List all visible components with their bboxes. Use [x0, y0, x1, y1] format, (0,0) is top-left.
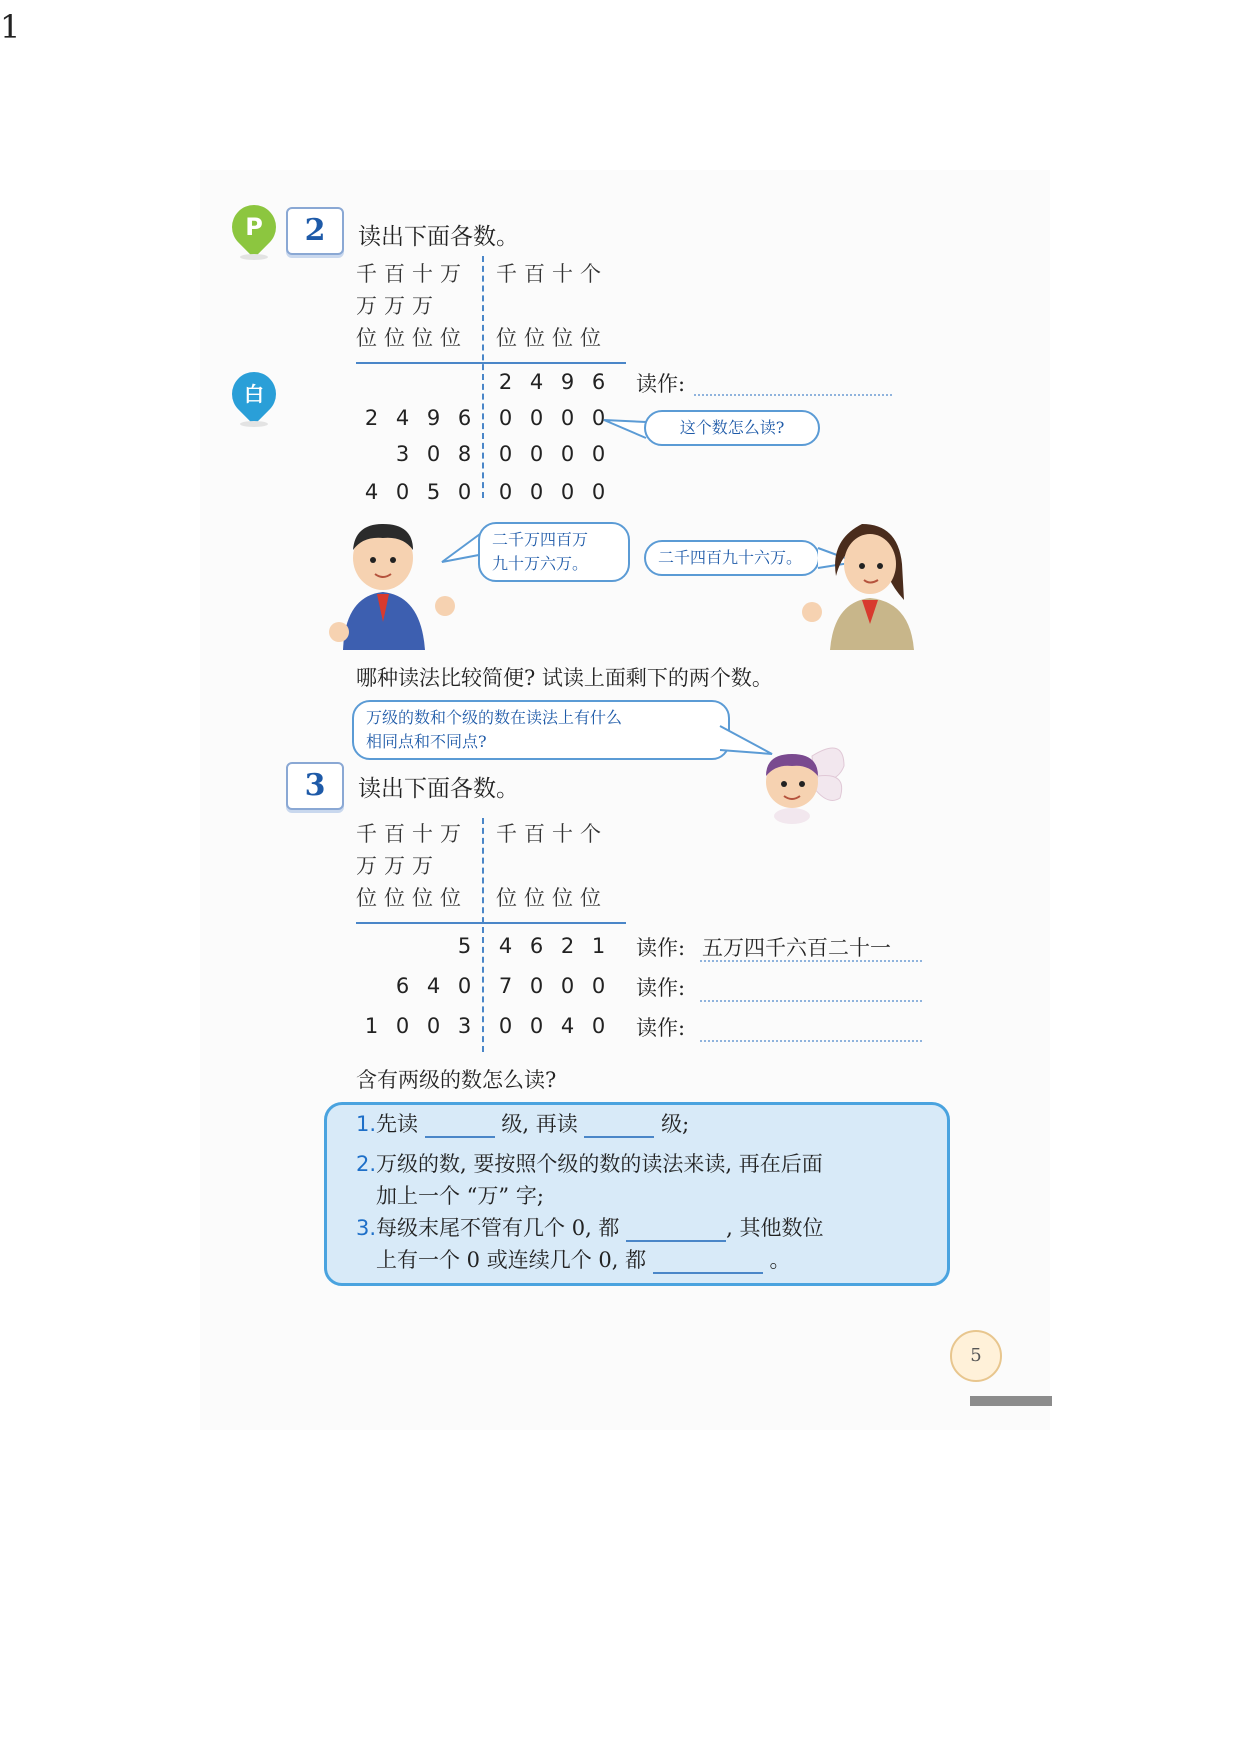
q2-row-3-right: 0 0 0 0 [498, 442, 606, 466]
summary-line3b-a: 上有一个 0 或连续几个 0, 都 [376, 1248, 647, 1272]
summary-line-2b: 加上一个 “万” 字; [376, 1184, 544, 1208]
q3-row-1-answer: 五万四千六百二十一 [702, 936, 891, 960]
summary-line-1 [356, 1108, 689, 1138]
q3-row-2-right: 7 0 0 0 [498, 974, 606, 998]
q2-row-1-left [356, 370, 480, 394]
q2-header-left-1: 千百十万 [356, 262, 468, 286]
blue-pin-icon: 白 [232, 372, 276, 416]
page-number-badge: 5 [950, 1330, 1002, 1382]
q3-row-1-right: 4 6 2 1 [498, 934, 606, 958]
question-bubble: 这个数怎么读? [644, 410, 820, 446]
q3-question: 含有两级的数怎么读? [356, 1068, 557, 1092]
q2-header-rule [356, 362, 626, 364]
question-3-badge: 3 [286, 762, 344, 810]
girl-speech-bubble: 二千四百九十六万。 [644, 540, 820, 576]
q2-instruction: 读出下面各数。 [358, 224, 519, 250]
q2-row-2-left: 2 4 9 6 [364, 406, 472, 430]
q2-header-right-2: 位位位位 [496, 326, 608, 350]
summary-num-1: 1. [356, 1112, 377, 1136]
q2-header-right-1: 千百十个 [496, 262, 608, 286]
q2-read-label: 读作: [636, 372, 686, 396]
q3-row-3-read-label: 读作: [636, 1016, 686, 1040]
q2-row-4-left: 4 0 5 0 [364, 480, 472, 504]
q3-header-left-2: 万万万 [356, 854, 440, 878]
boy-bubble-line-1: 二千万四百万 [492, 530, 589, 549]
summary-line3b-b: 。 [769, 1248, 791, 1272]
summary-line-3b [376, 1244, 790, 1274]
q3-header-rule [356, 922, 626, 924]
q3-row-3-left: 1 0 0 3 [364, 1014, 472, 1038]
angel-illustration [752, 736, 852, 826]
footer-grey-bar [970, 1396, 1052, 1406]
summary-line-3 [356, 1212, 823, 1242]
blank-trailing-zeros[interactable] [626, 1218, 726, 1242]
q3-header-right-1: 千百十个 [496, 822, 608, 846]
girl-illustration [790, 520, 940, 650]
q2-row-2-right: 0 0 0 0 [498, 406, 606, 430]
blank-middle-zeros[interactable] [653, 1250, 763, 1274]
summary-line1-b: 级, 再读 [501, 1112, 578, 1136]
q2-header-left-3: 位位位位 [356, 326, 468, 350]
summary-line3-b: , 其他数位 [726, 1216, 824, 1240]
q3-row-2-read-label: 读作: [636, 976, 686, 1000]
angel-bubble-line-2: 相同点和不同点? [366, 732, 487, 751]
angel-speech-bubble [352, 700, 730, 760]
pin-shadow [240, 254, 268, 260]
q3-row-3-right: 0 0 4 0 [498, 1014, 606, 1038]
green-pin-icon: P [232, 205, 276, 249]
q2-place-divider [482, 256, 484, 498]
q3-row-1-left: 5 [457, 934, 472, 958]
boy-bubble-line-2: 九十万六万。 [492, 554, 589, 573]
q3-row-1-read-label: 读作: [636, 936, 686, 960]
q3-row-2-left: 6 4 0 [395, 974, 472, 998]
summary-line1-a: 先读 [376, 1112, 419, 1136]
summary-line1-c: 级; [661, 1112, 690, 1136]
pin-shadow [240, 421, 268, 427]
q3-row-1-blank[interactable] [700, 958, 922, 962]
boy-speech-bubble [478, 522, 630, 582]
angel-bubble-line-1: 万级的数和个级的数在读法上有什么 [366, 708, 623, 727]
summary-num-3: 3. [356, 1216, 377, 1240]
q3-header-left-3: 位位位位 [356, 886, 468, 910]
q3-row-2-blank[interactable] [700, 998, 922, 1002]
blank-second-level[interactable] [584, 1114, 654, 1138]
summary-line3-a: 每级末尾不管有几个 0, 都 [376, 1216, 620, 1240]
q3-place-divider [482, 818, 484, 1052]
summary-num-2: 2. [356, 1152, 377, 1176]
q3-header-right-2: 位位位位 [496, 886, 608, 910]
q2-header-left-2: 万万万 [356, 294, 440, 318]
question-2-badge: 2 [286, 207, 344, 255]
q3-row-3-blank[interactable] [700, 1038, 922, 1042]
q2-row-4-right: 0 0 0 0 [498, 480, 606, 504]
summary-line2-text: 万级的数, 要按照个级的数的读法来读, 再在后面 [376, 1152, 823, 1176]
q2-answer-blank[interactable] [694, 392, 892, 396]
q3-header-left-1: 千百十万 [356, 822, 468, 846]
corner-page-number: 1 [0, 8, 21, 46]
q2-row-1-right: 2 4 9 6 [498, 370, 606, 394]
q2-row-3-left: 3 0 8 [395, 442, 472, 466]
summary-line-2 [356, 1148, 823, 1178]
q3-instruction: 读出下面各数。 [358, 776, 519, 802]
q2-compare-text: 哪种读法比较简便? 试读上面剩下的两个数。 [356, 666, 773, 690]
blank-first-level[interactable] [425, 1114, 495, 1138]
